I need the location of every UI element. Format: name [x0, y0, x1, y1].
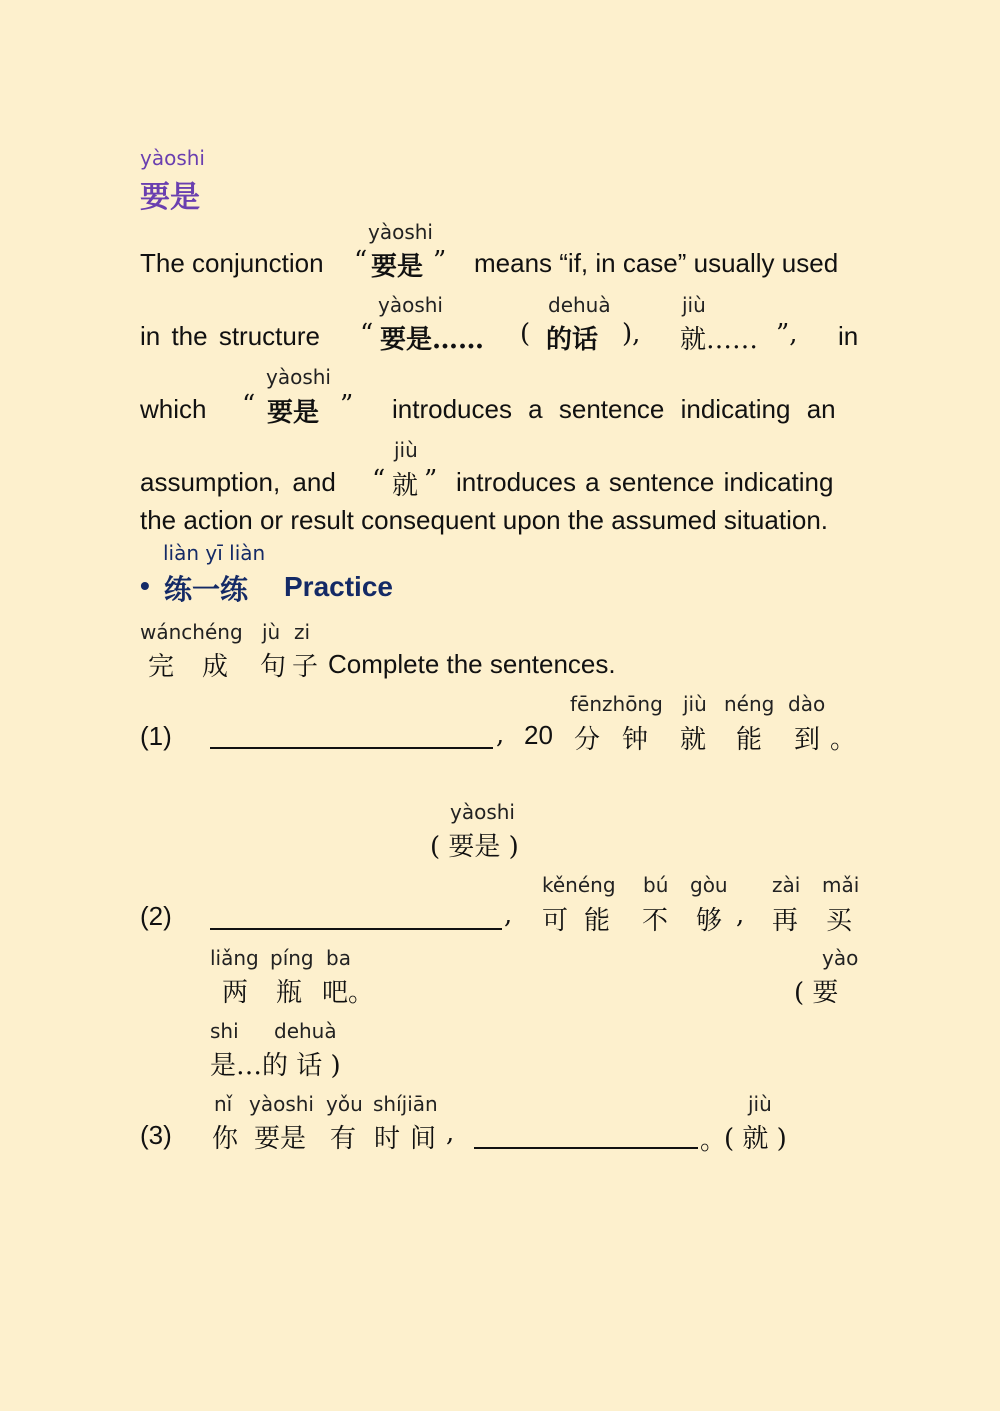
ex2-answer-blank[interactable] [210, 928, 502, 930]
quote-open: “ [372, 465, 386, 495]
ex3-hint: ( 就 ) [724, 1124, 787, 1154]
ex2-hanzi: 瓶 [276, 978, 303, 1008]
ex2-hanzi: , [736, 900, 745, 930]
ex1-comma: , [496, 720, 505, 750]
ex1-pinyin: néng [724, 692, 775, 716]
ex2-hint-pinyin: shi [210, 1019, 239, 1043]
ex1-hanzi: 就 [680, 725, 707, 755]
practice-heading: Practice [284, 571, 393, 602]
ex2-comma: , [504, 900, 513, 930]
ex3-pinyin: shíjiān [373, 1092, 438, 1116]
ex1-hanzi: 到 [794, 725, 821, 755]
ex2-pinyin: liǎng [210, 946, 259, 970]
ex1-answer-blank[interactable] [210, 747, 493, 749]
term-yaoshi: 要是 [371, 252, 424, 282]
quote-close: ” [424, 465, 438, 495]
ex2-hanzi: 不 [642, 906, 669, 936]
explanation-line2-post: in [838, 321, 859, 351]
ex3-hanzi: , [446, 1118, 455, 1148]
explanation-line2-pre: in the structure [140, 321, 320, 351]
ex2-hanzi: 再 [772, 906, 799, 936]
ex2-pinyin: píng [270, 946, 314, 970]
ex1-hanzi: 。 [830, 725, 857, 755]
ex2-hint: ( 要 [794, 978, 839, 1008]
page-title: 要是 [140, 180, 200, 215]
pinyin-jiu: jiù [682, 293, 706, 317]
ex2-pinyin: gòu [690, 873, 728, 897]
term-dehua: 的话 [546, 325, 599, 355]
term-jiu: 就…… [680, 325, 759, 355]
ex1-hanzi: 钟 [622, 725, 649, 755]
practice-hanzi: 练一练 [164, 573, 249, 606]
ex3-end: 。 [700, 1126, 727, 1156]
practice-pinyin: liàn yī liàn [163, 541, 266, 565]
ex2-pinyin: ba [326, 946, 351, 970]
explanation-line5: the action or result consequent upon the assumed situation. [140, 505, 828, 535]
explanation-line3-pre: which [140, 394, 207, 424]
ex2-pinyin: kěnéng [542, 873, 616, 897]
quote-close: ” [340, 390, 354, 420]
ex3-answer-blank[interactable] [474, 1147, 698, 1149]
instruction-hanzi: 句 [260, 652, 287, 682]
pinyin-yaoshi: yàoshi [378, 293, 443, 317]
pinyin-jiu: jiù [394, 438, 418, 462]
ex2-hint-pinyin: yào [822, 946, 859, 970]
ex3-pinyin: nǐ [214, 1092, 233, 1116]
quote-close: ”, [776, 319, 798, 349]
ex3-hanzi: 间 [410, 1124, 437, 1154]
ex1-hanzi: 分 [574, 725, 601, 755]
explanation-line1-pre: The conjunction [140, 248, 324, 278]
title-pinyin: yàoshi [140, 146, 205, 170]
ex2-hanzi: 可 [542, 906, 569, 936]
ex1-hanzi: 能 [736, 725, 763, 755]
ex2-hint-pinyin: dehuà [274, 1019, 337, 1043]
ex3-pinyin: yàoshi [249, 1092, 314, 1116]
quote-open: “ [242, 390, 256, 420]
ex2-hanzi: 能 [584, 906, 611, 936]
ex1-pinyin: dào [788, 692, 826, 716]
explanation-line4-post: introduces a sentence indicating [456, 467, 834, 497]
ex3-hanzi: 你 [212, 1124, 239, 1154]
bullet-icon: • [140, 570, 150, 601]
instruction-pinyin: jù [262, 620, 281, 644]
ex2-hanzi: 够 [696, 906, 723, 936]
paren-close: ), [622, 319, 641, 349]
term-jiu: 就 [392, 471, 419, 501]
instruction-pinyin: wánchéng [140, 620, 243, 644]
ex3-hanzi: 有 [330, 1124, 357, 1154]
ex2-pinyin: zài [772, 873, 801, 897]
ex3-number: (3) [140, 1120, 172, 1150]
ex3-hanzi: 要是 [254, 1124, 307, 1154]
paren-open: ( [520, 319, 531, 349]
ex2-number: (2) [140, 901, 172, 931]
ex3-hanzi: 时 [374, 1124, 401, 1154]
term-yaoshi: 要是…… [380, 325, 485, 355]
ex2-pinyin: bú [643, 873, 669, 897]
quote-open: “ [360, 319, 374, 349]
quote-close: ” [433, 246, 447, 276]
explanation-line3-post: introduces a sentence indicating an [392, 394, 836, 424]
ex1-pinyin: jiù [683, 692, 707, 716]
explanation-line1-post: means “if, in case” usually used [474, 248, 839, 278]
explanation-line4-pre: assumption, and [140, 467, 336, 497]
ex1-pinyin: fēnzhōng [570, 692, 663, 716]
ex2-pinyin: mǎi [822, 873, 860, 897]
ex1-number: (1) [140, 721, 172, 751]
ex2-hanzi: 两 [222, 978, 249, 1008]
ex2-hanzi: 买 [826, 906, 853, 936]
instruction-text: Complete the sentences. [328, 649, 616, 679]
ex1-hint-pinyin: yàoshi [450, 800, 515, 824]
ex2-hanzi: 吧。 [322, 978, 375, 1008]
term-yaoshi: 要是 [267, 398, 320, 428]
instruction-hanzi: 子 [292, 652, 319, 682]
instruction-hanzi: 完 [148, 652, 175, 682]
ex1-hint: ( 要是 ) [430, 832, 519, 862]
ex3-pinyin: yǒu [326, 1092, 363, 1116]
ex3-hint-pinyin: jiù [748, 1092, 772, 1116]
instruction-hanzi: 成 [202, 652, 229, 682]
pinyin-yaoshi: yàoshi [368, 220, 433, 244]
ex2-hint: 是…的 话 ) [210, 1051, 341, 1081]
pinyin-yaoshi: yàoshi [266, 365, 331, 389]
ex1-number-20: 20 [524, 720, 553, 750]
instruction-pinyin: zi [294, 620, 311, 644]
quote-open: “ [354, 246, 368, 276]
pinyin-dehua: dehuà [548, 293, 611, 317]
